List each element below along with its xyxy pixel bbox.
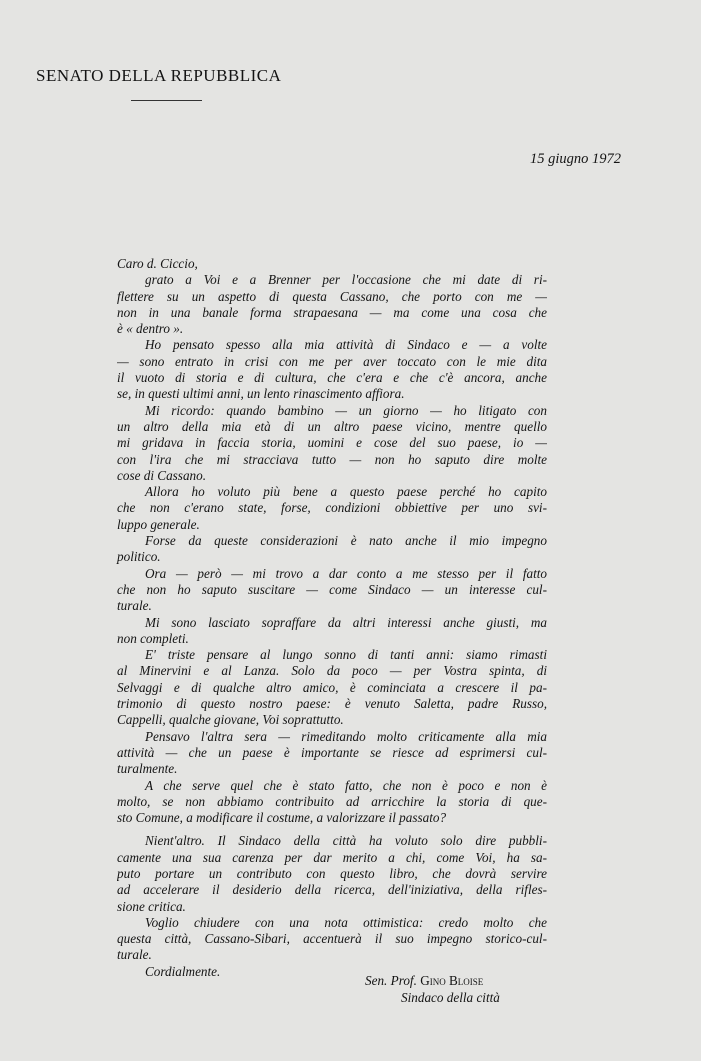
letterhead-rule <box>131 100 202 101</box>
letter-line: Caro d. Ciccio, <box>117 256 198 271</box>
letter-line: non completi. <box>117 630 189 646</box>
signature-block <box>365 973 500 1006</box>
letter-line: turalmente. <box>117 761 178 777</box>
letter-line: questa città, Cassano-Sibari, accentuerà il suo impegno storico-cul- <box>117 931 547 947</box>
letter-line: Selvaggi e di qualche altro amico, è cominciata a crescere il pa- <box>117 679 547 695</box>
letter-line: non in una banale forma strapaesana — ma come una cosa che <box>117 304 547 320</box>
letter-line: se, in questi ultimi anni, un lento rinascimento affiora. <box>117 386 405 402</box>
signature-name-line <box>365 973 500 990</box>
letter-line: Nient'altro. Il Sindaco della città ha voluto solo dire pubbli- <box>145 833 547 849</box>
letter-line: — sono entrato in crisi con me per aver toccato con le mie dita <box>117 353 547 369</box>
letter-line: luppo generale. <box>117 516 200 532</box>
paragraph-gap <box>117 826 547 833</box>
letter-date: 15 giugno 1972 <box>530 151 622 167</box>
letter-line: grato a Voi e a Brenner per l'occasione che mi date di ri- <box>145 272 547 288</box>
letter-line: sto Comune, a modificare il costume, a valorizzare il passato? <box>117 810 447 826</box>
letter-line: Ho pensato spesso alla mia attività di Sindaco e — a volte <box>145 337 547 353</box>
letter-body <box>117 256 547 980</box>
letter-line: mi gridava in faccia storia, uomini e cose del suo paese, io — <box>117 435 547 451</box>
letter-line: politico. <box>117 549 161 565</box>
letter-line: molto, se non abbiamo contribuito ad arricchire la storia di que- <box>117 793 547 809</box>
letter-line: turale. <box>117 598 152 614</box>
letter-line: camente una sua carenza per dar merito a chi, come Voi, ha sa- <box>117 849 547 865</box>
letter-line: turale. <box>117 947 152 963</box>
letter-line: un altro della mia età di un altro paese vicino, mentre quello <box>117 418 547 434</box>
letter-line: flettere su un aspetto di questa Cassano, che porto con me — <box>117 288 547 304</box>
letter-line: Pensavo l'altra sera — rimeditando molto criticamente alla mia <box>145 728 547 744</box>
letter-line: Mi sono lasciato sopraffare da altri interessi anche giusti, ma <box>145 614 547 630</box>
letter-line: sione critica. <box>117 898 186 914</box>
letter-line: Forse da queste considerazioni è nato anche il mio impegno <box>145 533 547 549</box>
letter-line: attività — che un paese è importante se riesce ad esprimersi cul- <box>117 744 547 760</box>
letter-line: Mi ricordo: quando bambino — un giorno — ho litigato con <box>145 402 547 418</box>
letter-line: Allora ho voluto più bene a questo paese perché ho capito <box>145 484 547 500</box>
letterhead-title: SENATO DELLA REPUBBLICA <box>36 66 282 85</box>
letter-line: con l'ira che mi stracciava tutto — non ho saputo dire molte <box>117 451 547 467</box>
letter-line: trimonio di questo nostro paese: è venuto Saletta, padre Russo, <box>117 696 547 712</box>
letter-line: A che serve quel che è stato fatto, che non è poco e non è <box>145 777 547 793</box>
letter-line: il vuoto di storia e di cultura, che c'era e che c'è ancora, anche <box>117 370 547 386</box>
letter-line: Ora — però — mi trovo a dar conto a me stesso per il fatto <box>145 565 547 581</box>
signature-prefix: Sen. Prof. <box>365 973 417 988</box>
letter-line: E' triste pensare al lungo sonno di tanti anni: siamo rimasti <box>145 647 547 663</box>
letter-line: Cordialmente. <box>145 963 221 979</box>
letter-line: Voglio chiudere con una nota ottimistica: credo molto che <box>145 914 547 930</box>
letter-line: è « dentro ». <box>117 321 184 337</box>
letter-line: che non c'erano state, forse, condizioni obbiettive per uno svi- <box>117 500 547 516</box>
letter-line: ad accelerare il desiderio della ricerca, dell'iniziativa, della rifles- <box>117 882 547 898</box>
letter-line: al Minervini e al Lanza. Solo da poco — per Vostra spinta, di <box>117 663 547 679</box>
letter-line: Cappelli, qualche giovane, Voi soprattutto. <box>117 712 344 728</box>
letter-line: cose di Cassano. <box>117 467 207 483</box>
letter-line: che non ho saputo suscitare — come Sindaco — un interesse cul- <box>117 581 547 597</box>
signature-name: Gino Bloise <box>420 973 484 988</box>
letter-line: puto portare un contributo con questo libro, che dovrà servire <box>117 865 547 881</box>
signature-role: Sindaco della città <box>401 989 500 1005</box>
